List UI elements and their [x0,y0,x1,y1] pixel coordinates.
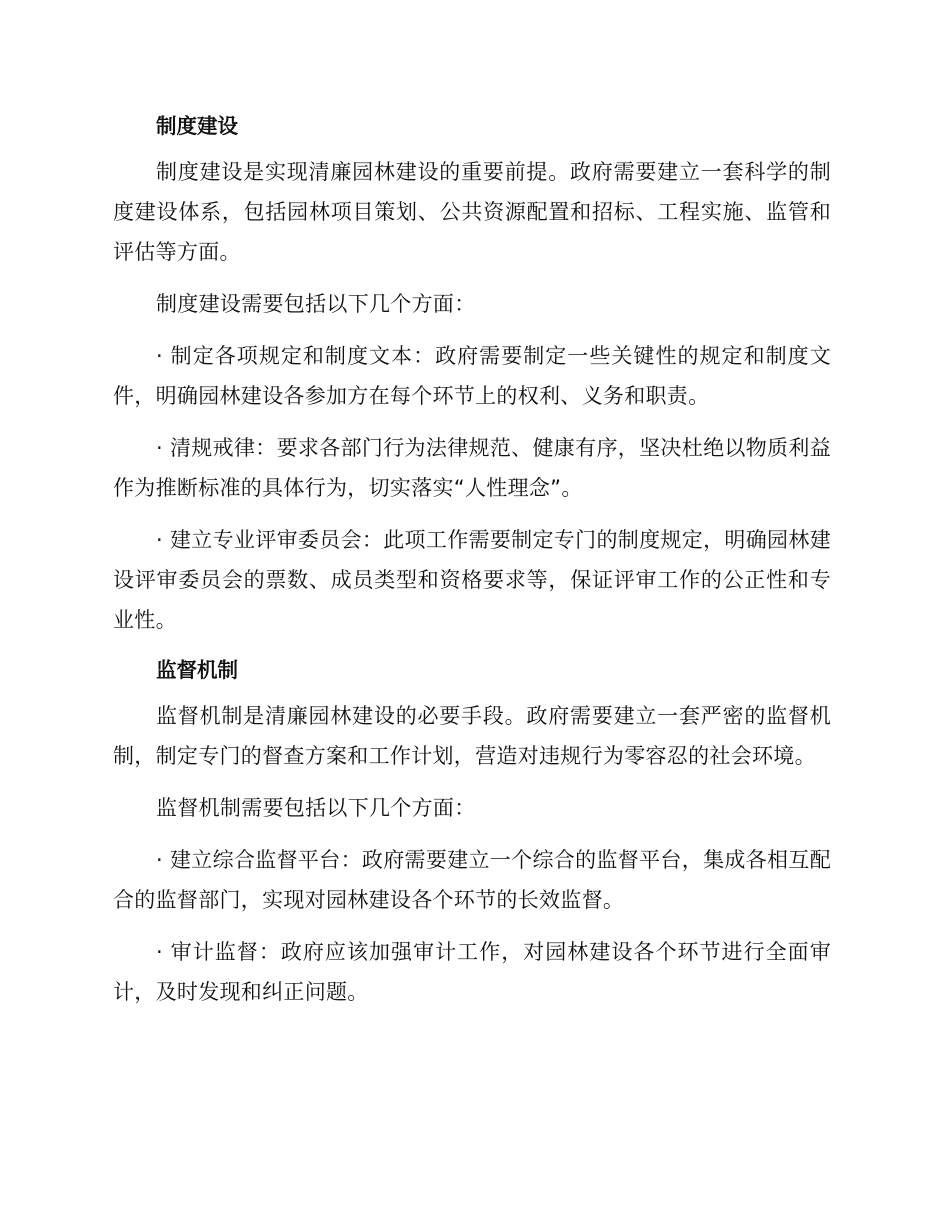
list-item-system-3: · 建立专业评审委员会：此项工作需要制定专门的制度规定，明确园林建设评审委员会的票数、成员类型和资格要求等，保证评审工作的公正性和专业性。 [113,528,831,632]
document-body [113,108,831,1012]
section-heading-system: 制度建设 [156,114,238,138]
paragraph-supervision-lead: 监督机制需要包括以下几个方面： [156,796,476,820]
list-item-supervision-1: · 建立综合监督平台：政府需要建立一个综合的监督平台，集成各相互配合的监督部门，实现对园林建设各个环节的长效监督。 [113,848,831,912]
list-item-system-1: · 制定各项规定和制度文本：政府需要制定一些关键性的规定和制度文件，明确园林建设各参加方在每个环节上的权利、义务和职责。 [113,344,831,408]
paragraph-system-intro: 制度建设是实现清廉园林建设的重要前提。政府需要建立一套科学的制度建设体系，包括园林项目策划、公共资源配置和招标、工程实施、监管和评估等方面。 [113,160,831,264]
paragraph-supervision-intro: 监督机制是清廉园林建设的必要手段。政府需要建立一套严密的监督机制，制定专门的督查方案和工作计划，营造对违规行为零容忍的社会环境。 [113,704,831,768]
list-item-supervision-2: · 审计监督：政府应该加强审计工作，对园林建设各个环节进行全面审计，及时发现和纠正问题。 [113,940,831,1004]
section-heading-supervision: 监督机制 [156,658,238,682]
list-item-system-2: · 清规戒律：要求各部门行为法律规范、健康有序，坚决杜绝以物质利益作为推断标准的具体行为，切实落实“人性理念”。 [113,436,831,500]
paragraph-system-lead: 制度建设需要包括以下几个方面： [156,292,476,316]
